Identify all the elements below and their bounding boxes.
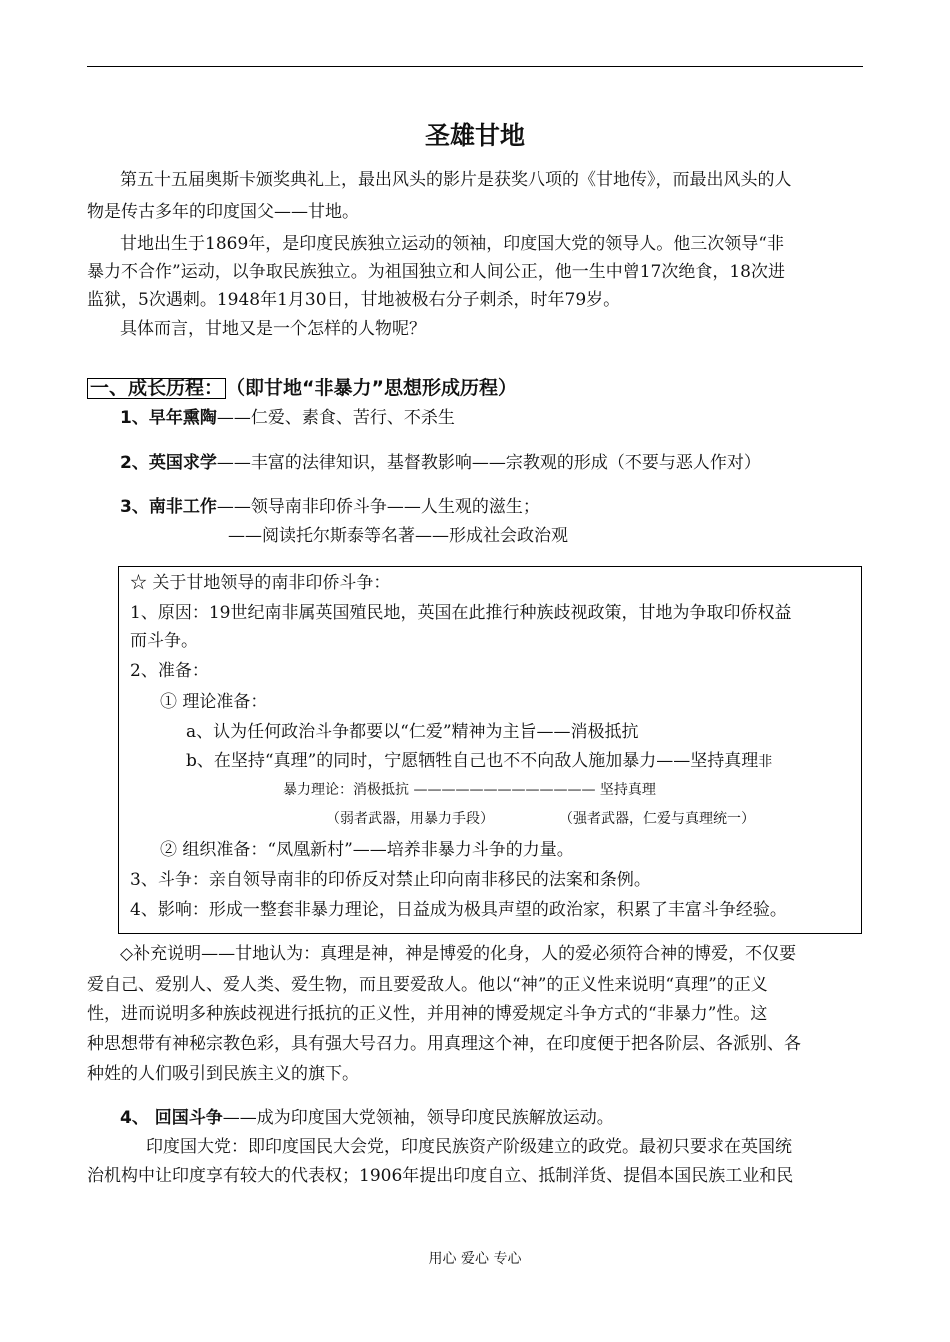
intro-paragraph-1-line-1: 第五十五届奥斯卡颁奖典礼上，最出风头的影片是获奖八项的《甘地传》，而最出风头的人 [120, 170, 792, 190]
item-3-text: ——领导南非印侨斗争——人生观的滋生； [216, 497, 540, 517]
section-1-item-3 [120, 499, 540, 516]
section-1-item-3-line-2: ——阅读托尔斯泰等名著——形成社会政治观 [228, 526, 568, 546]
section-1-item-4 [120, 1110, 614, 1127]
intro-paragraph-2-line-3: 监狱，5次遇刺。1948年1月30日，甘地被极右分子刺杀，时年79岁。 [87, 290, 621, 310]
item-2-text: ——丰富的法律知识，基督教影响——宗教观的形成（不要与恶人作对） [216, 453, 761, 473]
intro-paragraph-2-line-2: 暴力不合作”运动，以争取民族独立。为祖国独立和人间公正，他一生中曾17次绝食，18次进 [87, 262, 785, 282]
section-1-heading [87, 378, 517, 399]
intro-paragraph-1-line-2: 物是传古多年的印度国父——甘地。 [87, 202, 359, 222]
box-line-3: 而斗争。 [130, 631, 198, 651]
intro-paragraph-3: 具体而言，甘地又是一个怎样的人物呢？ [120, 319, 426, 339]
supplement-line-4: 种思想带有神秘宗教色彩，具有强大号召力。用真理这个神，在印度便于把各阶层、各派别、各 [87, 1034, 801, 1054]
supplement-line-3: 性，进而说明多种族歧视进行抵抗的正义性，并用神的博爱规定斗争方式的“非暴力”性。这 [87, 1004, 768, 1024]
box-line-7 [186, 753, 772, 770]
box-line-9b: （强者武器，仁爱与真理统一） [559, 811, 755, 827]
box-line-7-text: b、在坚持“真理”的同时，宁愿牺牲自己也不不向敌人施加暴力——坚持真理 [186, 751, 759, 771]
supplement-line-1: ◇补充说明——甘地认为：真理是神，神是博爱的化身，人的爱必须符合神的博爱，不仅要 [120, 944, 797, 964]
section-1-item-1 [120, 410, 455, 427]
section-1-heading-boxed: 一、成长历程： [87, 378, 226, 399]
box-line-12: 4、影响：形成一整套非暴力理论，日益成为极具声望的政治家，积累了丰富斗争经验。 [130, 900, 787, 920]
box-line-2: 1、原因：19世纪南非属英国殖民地，英国在此推行种族歧视政策，甘地为争取印侨权益 [130, 603, 792, 623]
item-2-label: 2、英国求学 [120, 453, 217, 473]
item-3-label: 3、南非工作 [120, 497, 217, 517]
box-line-5: ① 理论准备： [160, 692, 268, 712]
congress-party-line-1: 印度国大党：即印度国民大会党，印度民族资产阶级建立的政党。最初只要求在英国统 [146, 1137, 792, 1157]
supplement-line-5: 种姓的人们吸引到民族主义的旗下。 [87, 1064, 359, 1084]
box-line-4: 2、准备： [130, 661, 209, 681]
box-line-9a: （弱者武器，用暴力手段） [326, 811, 494, 827]
header-rule [87, 66, 863, 67]
box-line-7-small: 非 [758, 754, 773, 770]
box-line-11: 3、斗争：亲自领导南非的印侨反对禁止印向南非移民的法案和条例。 [130, 870, 651, 890]
item-4-label: 4、 回国斗争 [120, 1108, 223, 1128]
congress-party-line-2: 治机构中让印度享有较大的代表权；1906年提出印度自立、抵制洋货、提倡本国民族工业和民 [87, 1166, 794, 1186]
page-title: 圣雄甘地 [424, 121, 525, 150]
item-1-label: 1、早年熏陶 [120, 408, 217, 428]
item-1-text: ——仁爱、素食、苦行、不杀生 [216, 408, 455, 428]
intro-paragraph-2-line-1: 甘地出生于1869年，是印度民族独立运动的领袖，印度国大党的领导人。他三次领导“非 [120, 234, 784, 254]
box-line-6: a、认为任何政治斗争都要以“仁爱”精神为主旨——消极抵抗 [186, 722, 639, 742]
section-1-heading-rest: （即甘地“非暴力”思想形成历程） [226, 377, 517, 399]
page-footer: 用心 爱心 专心 [428, 1251, 522, 1267]
supplement-line-2: 爱自己、爱别人、爱人类、爱生物，而且要爱敌人。他以“神”的正义性来说明“真理”的正义 [87, 975, 768, 995]
section-1-item-2 [120, 455, 761, 472]
box-line-8: 暴力理论：消极抵抗 ————————————— 坚持真理 [283, 782, 656, 798]
item-4-text: ——成为印度国大党领袖，领导印度民族解放运动。 [222, 1108, 614, 1128]
box-line-10: ② 组织准备：“凤凰新村”——培养非暴力斗争的力量。 [160, 840, 574, 860]
box-line-1: ☆ 关于甘地领导的南非印侨斗争： [130, 573, 391, 593]
